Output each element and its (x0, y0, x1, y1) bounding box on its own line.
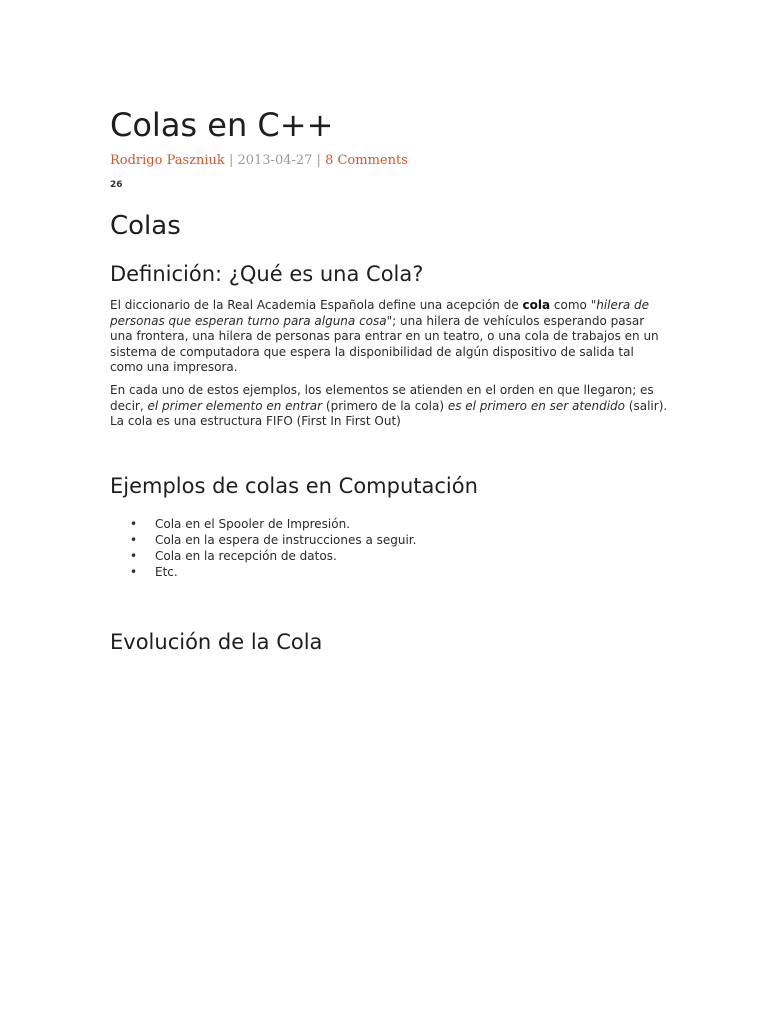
text-run: En cada uno de estos ejemplos, los elementos se atienden en el orden en que llegaron; es decir, (110, 383, 654, 413)
list-item (110, 548, 416, 564)
text-run: ; una hilera de vehículos esperando pasar una frontera, una hilera de personas para entrar en un teatro, o una cola de trabajos en un sistema de computadora que espera la disponibilidad de algún dispositivo de salida tal como una impresora. (110, 313, 659, 374)
examples-list (110, 516, 416, 580)
bold-term: cola (522, 298, 551, 312)
list-item-text: Etc. (155, 565, 178, 579)
italic-quote: "hilera de personas que esperan turno para alguna cosa" (110, 298, 649, 328)
bullet-icon: • (130, 517, 138, 531)
share-count: 26 (110, 180, 123, 190)
post-date: 2013-04-27 (237, 153, 313, 168)
list-item-text: Cola en la recepción de datos. (155, 549, 337, 563)
article-title: Colas en C++ (110, 106, 334, 144)
meta-separator: | (312, 153, 326, 168)
italic-phrase: es el primero en ser atendido (447, 398, 625, 413)
list-item-text: Cola en el Spooler de Impresión. (155, 517, 350, 531)
list-item-text: Cola en la espera de instrucciones a seguir. (155, 533, 417, 547)
bullet-icon: • (130, 549, 138, 563)
text-run: El diccionario de la Real Academia Española define una acepción de (110, 298, 523, 312)
text-run: como (550, 298, 591, 312)
text-run: (primero de la cola) (322, 398, 448, 413)
meta-separator: | (224, 153, 238, 168)
list-item (110, 564, 416, 580)
examples-heading: Ejemplos de colas en Computación (110, 474, 478, 498)
list-item (110, 516, 416, 532)
fifo-paragraph (110, 383, 670, 430)
text-run: (salir). La cola es una estructura FIFO (First In First Out) (110, 398, 668, 428)
list-item (110, 532, 416, 548)
section-title: Colas (110, 211, 181, 241)
definition-paragraph (110, 298, 670, 376)
author-link[interactable]: Rodrigo Paszniuk (110, 153, 225, 168)
italic-phrase: el primer elemento en entrar (147, 398, 323, 413)
comments-link[interactable]: 8 Comments (325, 153, 408, 168)
bullet-icon: • (130, 533, 138, 547)
bullet-icon: • (130, 565, 138, 579)
article-meta (110, 153, 408, 168)
definition-heading: Definición: ¿Qué es una Cola? (110, 262, 424, 286)
evolution-heading: Evolución de la Cola (110, 630, 323, 654)
